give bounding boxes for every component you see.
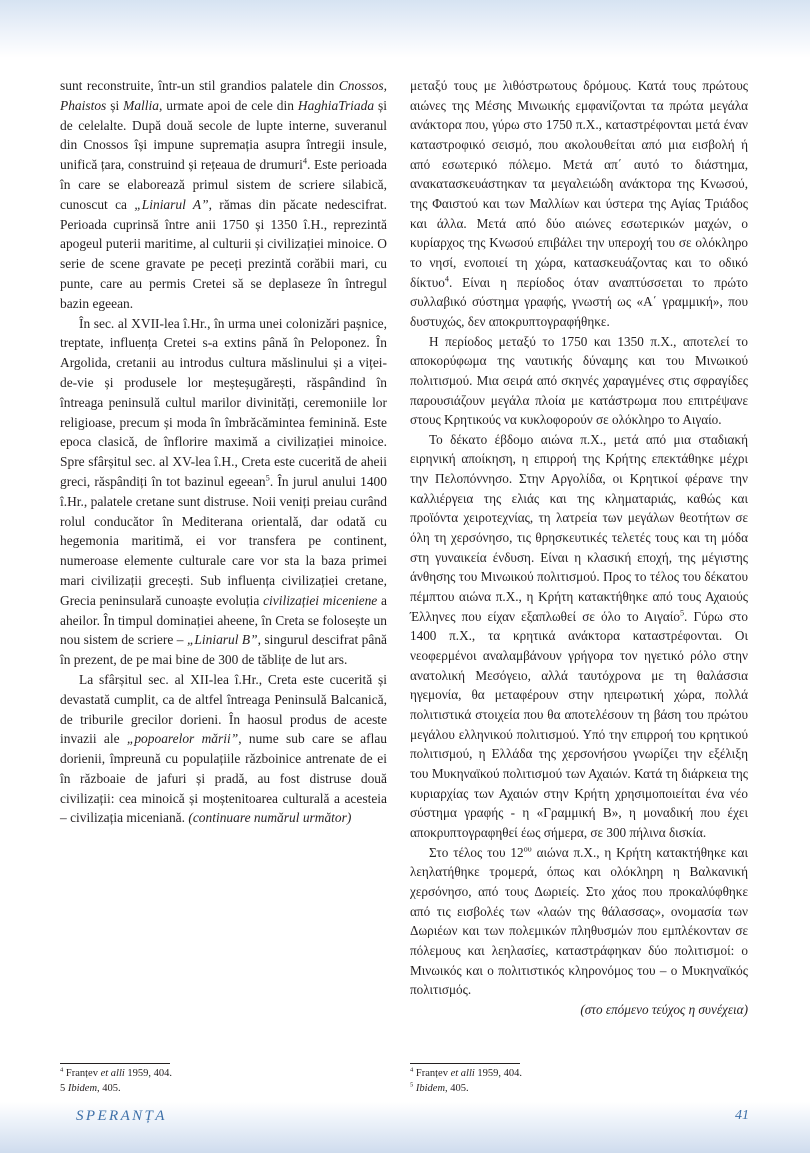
paragraph — [60, 76, 387, 314]
italic-run: „popoarelor mării” — [126, 731, 239, 747]
text-run: , 405. — [97, 1083, 121, 1094]
footnotes-left — [60, 1066, 387, 1096]
footnote-mark: 5 — [60, 1083, 66, 1094]
italic-run: et alli — [100, 1068, 125, 1079]
italic-run: HaghiaTriada — [297, 97, 375, 113]
paragraph: Η περίοδος μεταξύ το 1750 και 1350 π.Χ., αποτελεί το αποκορύφωμα της ναυτικής δύναμης και του Μινωικού πολιτισμού. Μια σειρά από σκηνές χαραγμένες στις σφραγίδες παρουσιάζουν μεγάλα πλοία με κατάστρωμα που επιτρέψανε στους Κρητικούς να κυκλοφορούν σε ολόκληρο το Αιγαίο. — [410, 333, 748, 428]
footnote-divider — [60, 1063, 170, 1064]
continuation-note: (στο επόμενο τεύχος η συνέχεια) — [580, 1001, 748, 1017]
italic-run: et alli — [450, 1068, 475, 1079]
text-run: , nume sub care se aflau dorienii, împreună cu populațiile războinice antrenate de ei în războaie de jafuri și pradă, au fost distruse două civilizații: cea minoică și moștenitoarea culturală a acesteia – civilizația miceniană. — [60, 731, 387, 826]
footnote-mark: 4 — [410, 1066, 414, 1074]
italic-run: Cnossos, Phaistos — [60, 78, 387, 113]
text-run: Το δέκατο έβδομο αιώνα π.Χ., μετά από μια σταδιακή ειρηνική αποίκηση, η επιρροή της Κρήτης επεκτάθηκε μέχρι την Πελοπόννησο. Στην Αργολίδα, οι Κρητικοί φέρανε την καλλιέργεια της ελιάς και της κληματαριάς, καθώς και προϊόντα χειροτεχνίας, τη λατρεία των μεγάλων θεοτήτων σε όλη τη χερσόνησο, τις θρησκευτικές τελετές τους και τη μόδα στη γυναικεία ένδυση. Είναι η κλασική εποχή, της μέγιστης άνθησης του Μινωικού πολιτισμού. Προς το τέλος του δέκατου πέμπτου αιώνα π.Χ., η Κρήτη κατακτήθηκε από τους Αχαιούς Έλληνες που είχαν εξαπλωθεί σε όλο το Αιγαίο — [410, 431, 748, 624]
footnote-mark: 5 — [410, 1081, 414, 1089]
text-run: 1959, 404. — [124, 1068, 173, 1079]
text-run: a aheilor. În timpul dominației aheene, în Creta se folosește un nou sistem de scriere – — [60, 592, 387, 648]
greek-text-column — [410, 76, 748, 1020]
text-run: În sec. al XVII-lea î.Hr., în urma unei colonizări pașnice, treptate, influența Cretei s-a extins până în Peloponez. În Argolida, cretanii au introdus cultura măslinului și a viței-de-vie și produsele lor meșteșugărești, răspândind în întreaga peninsulă cultul marilor divinități, ceremoniile lor religioase, precum și moda în îmbrăcămintea feminină. Este epoca clasică, de înflorire maximă a civilizației minoice. Spre sfârșitul sec. al XV-lea î.H., Creta este cucerită de aheii greci, răspândiți în tot bazinul egeean — [60, 315, 387, 489]
text-run: , rămas din păcate nedescifrat. Perioada cuprinsă între anii 1750 și 1350 î.H., reprezintă apogeul puterii maritime, al culturii și civilizației minoice. O serie de scene gravate pe peceți prezintă corăbii mari, cu punte, care au permis Cretei să se deplaseze în întregul bazin egeean. — [60, 196, 387, 311]
romanian-text-column — [60, 76, 387, 828]
paragraph — [410, 843, 748, 1020]
italic-run: civilizației miceniene — [263, 592, 378, 608]
text-run: sunt reconstruite, într-un stil grandios palatele din — [60, 78, 339, 93]
text-run: . Γύρω στο 1400 π.Χ., τα κρητικά ανάκτορα καταστρέφονται. Οι νεοφερμένοι αναλαμβάνουν γρήγορα τον ηγετικό ρόλο στην ανατολική Μεσόγειο, αλλά ταυτόχρονα με τη θαλάσσια ηγεμονία, θα μεταφέρουν στην ηπειρωτική χώρα, πολλά πολιτιστικά στοιχεία που θα αποτελέσουν τη βάση του πρώτου μεγάλου ελληνικού πολιτισμού. Υπό την επιρροή του κρητικού πολιτισμού, η Ελλάδα της χερσονήσου γνωρίζει την εξέλιξη του Μυκηναϊκού πολιτισμού των Αχαιών. Κατά τη διάρκεια της κυριαρχίας των Αχαιών στην Κρήτη χρησιμοποιείται ένα νέο σύστημα γραφής - η «Γραμμική Β», η μοναδική που έχει αποκρυπτογραφηθεί έως σήμερα, σε 300 πήλινα δισκία. — [410, 608, 748, 840]
footnote — [410, 1081, 748, 1096]
header-gradient-band — [0, 0, 810, 58]
text-run: , singurul descifrat până în prezent, de pe mai bine de 300 de tăblițe de lut ars. — [60, 632, 387, 668]
footnote — [410, 1066, 748, 1081]
italic-run: „Liniarul B” — [186, 632, 258, 648]
text-run: 1959, 404. — [474, 1068, 523, 1079]
text-run: Στο τέλος του 12 — [429, 844, 524, 860]
footnote-ref: ου — [523, 844, 532, 854]
text-run: și — [106, 97, 124, 113]
footnote-ref: 4 — [302, 156, 308, 166]
footnote-divider — [410, 1063, 520, 1064]
footnote — [60, 1066, 387, 1081]
paragraph — [410, 430, 748, 843]
text-run: . În jurul anului 1400 î.Hr., palatele cretane sunt distruse. Noii veniți preiau curând rolul conducător în Mediterana orientală, dar odată cu hegemonia maritimă, ei vor transfera pe continent, numeroase elemente culturale care vor sta la baza primei mari civilizații grecești. Sub influența civilizației cretane, Grecia peninsulară cunoaște evoluția — [60, 473, 387, 608]
text-run: μεταξύ τους με λιθόστρωτους δρόμους. Κατά τους πρώτους αιώνες της Μέσης Μινωικής εμφανίζονται τα πρώτα μεγάλα ανάκτορα που, γύρω στο 1750 π.Χ., καταστρέφονται μετά έναν καταστροφικό σεισμό, που ακολουθείται από μια εισβολή ή από εσωτερικό πόλεμο. Μετά απ΄ αυτό το διάστημα, ανακατασκευάστηκαν τα μεγαλειώδη ανάκτορα της Κνωσού, της Φαιστού και των Μαλλίων και ύστερα της Αγίας Τριάδος και άλλα. Μετά από δύο αιώνες εσωτερικών μαχών, ο κυρίαρχος της Κνωσού επιβάλει την υπεροχή του σε ολόκληρο το νησί, ενοποιεί τη χώρα, κατασκευάζοντας και το οδικό δίκτυο — [410, 78, 748, 290]
italic-run: „Liniarul A” — [134, 196, 209, 212]
footnote-mark: 4 — [60, 1066, 64, 1074]
footnotes-right — [410, 1066, 748, 1096]
text-run: αιώνα π.Χ., η Κρήτη κατακτήθηκε και λεηλατήθηκε τρομερά, όπως και ολόκληρη η Βαλκανική χερσόνησο, από τους Δωριείς. Στο χάος που προκαλύφθηκε από τις εισβολές των «λαών της θάλασσας», ονομασία των Δωριέων και των πολεμικών πληθυσμών που εμπλέκονταν σε πόλεμους και λεηλασίες, καταστράφηκαν δύο πολιτισμοί: ο Μινωικός και ο πολιτιστικός κληρονόμος του – ο Μυκηναϊκός πολιτισμός. — [410, 844, 748, 998]
text-run: . Este perioada în care se elaborează primul sistem de scriere silabică, cunoscut ca — [60, 157, 387, 212]
paragraph — [60, 314, 387, 670]
footnote-ref: 5 — [265, 473, 270, 483]
text-run: , 405. — [445, 1083, 469, 1094]
page-number: 41 — [735, 1108, 749, 1123]
footnote-ref: 5 — [679, 608, 685, 618]
paragraph — [410, 76, 748, 332]
text-run: . Είναι η περίοδος όταν αναπτύσσεται το πρώτο συλλαβικό σύστημα γραφής, γνωστή ως «Α΄ γραμμική», που δυστυχώς, δεν αποκρυπτογραφήθηκε. — [410, 274, 748, 329]
magazine-title: SPERANȚA — [76, 1108, 167, 1124]
text-run: Franțev — [63, 1068, 101, 1079]
italic-run: Ibidem — [415, 1083, 446, 1094]
footnote-ref: 4 — [444, 274, 449, 284]
italic-run: Mallia — [123, 97, 159, 113]
text-run: Franțev — [413, 1068, 451, 1079]
italic-run: Ibidem — [67, 1083, 98, 1094]
text-run: , urmate apoi de cele din — [158, 97, 298, 113]
continuation-note: (continuare numărul următor) — [188, 810, 352, 826]
paragraph — [60, 670, 387, 828]
text-run: și de celelalte. După două secole de lupte interne, suveranul din Cnossos își impune supremația asupra întregii insule, unifică țara, construind și rețeaua de drumuri — [60, 97, 387, 173]
footnote — [60, 1081, 387, 1096]
text-run: La sfârșitul sec. al XII-lea î.Hr., Creta este cucerită și devastată cumplit, ca de altfel întreaga Peninsulă Balcanică, de triburile grecilor dorieni. În haosul produs de aceste invazii ale — [60, 671, 387, 747]
